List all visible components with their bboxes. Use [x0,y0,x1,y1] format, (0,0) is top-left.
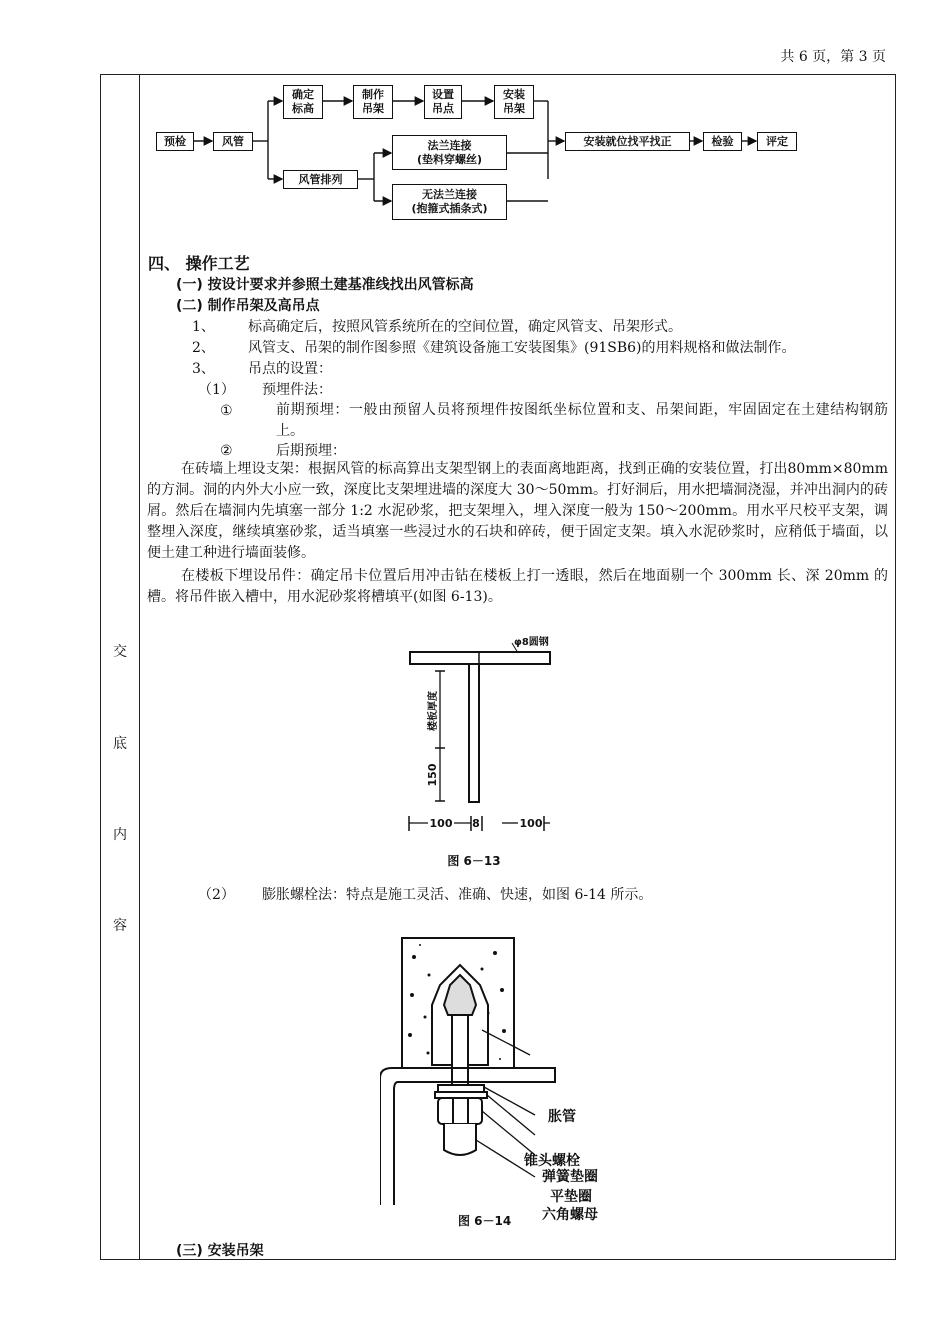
label-spring-washer: 弹簧垫圈 [542,1169,598,1185]
subsection-heading-2: (二) 制作吊架及高吊点 [176,298,320,314]
figure-6-14-drawing [380,935,620,1235]
flow-step-precheck: 预检 [156,132,194,151]
label-flat-washer: 平垫圈 [550,1189,592,1205]
item-number: 2、 [192,340,215,356]
leader-line [487,1095,535,1135]
item-text: 标高确定后，按照风管系统所在的空间位置，确定风管支、吊架形式。 [248,319,682,335]
method-number: （2） [198,887,235,903]
content-cell [140,75,895,1259]
side-label-column [101,75,140,1259]
item-number: 3、 [192,361,215,377]
method-number: （1） [198,382,235,398]
item-number: 1、 [192,319,215,335]
side-label-char: 内 [113,827,127,843]
subsection-heading-3: (三) 安装吊架 [176,1243,264,1259]
label-hex-nut: 六角螺母 [542,1207,598,1223]
dim-100-right: 100 [519,817,543,830]
leader-line [484,1087,535,1115]
rod-horizontal [410,652,550,664]
flow-step-flange-connection: 法兰连接 (垫料穿螺丝) [392,135,507,170]
paragraph-floor-hanger: 在楼板下埋设吊件：确定吊卡位置后用冲击钻在楼板上打一透眼，然后在地面剔一个 300mm 长、深 20mm 的槽。将吊件嵌入槽中，用水泥砂浆将槽填平(如图 6-13)。 [147,568,888,605]
flow-step-inspect: 检验 [703,132,742,151]
flow-step-duct-arrangement: 风管排列 [283,170,358,189]
flow-step-set-hang-point: 设置 吊点 [424,85,462,119]
flow-step-flangeless-connection: 无法兰连接 (抱箍式插条式) [392,184,507,220]
thickness-label: 楼板厚度 [428,691,439,731]
paragraph-wall-bracket: 在砖墙上埋设支架：根据风管的标高算出支架型钢上的表面离地距离，找到正确的安装位置，打出80mm×80mm 的方洞。洞的内外大小应一致，深度比支架埋进墙的深度大 30～50mm。打好洞后，用水把墙洞浇湿，并冲出洞内的砖屑。然后在墙洞内先填塞一部分 1:2 水泥砂浆，把支架埋入，埋入深度一般为 150～200mm。用水平尺校平支架，调整埋入深度，继续填塞砂浆，适当填塞一些浸过水的石块和碎砖，便于固定支架。填入水泥砂浆时，应稍低于墙面，以便土建工种进行墙面装修。 [147,461,888,561]
rod-vertical [469,664,479,802]
figure-6-13-drawing [390,631,610,871]
side-label-char: 底 [113,736,127,752]
side-label-char: 交 [113,644,127,660]
label-expansion-tube: 胀管 [548,1109,576,1125]
method-title: 膨胀螺栓法：特点是施工灵活、准确、快速，如图 6-14 所示。 [262,887,653,903]
spring-washer [438,1085,484,1092]
flow-step-install-level: 安装就位找平找正 [565,132,690,151]
dim-8: 8 [472,817,480,830]
item-text: 风管支、吊架的制作图参照《建筑设备施工安装图集》(91SB6)的用料规格和做法制作。 [248,340,796,356]
flow-step-determine-elevation: 确定 标高 [283,85,323,119]
step-text: 后期预埋： [276,443,346,459]
method-title: 预埋件法： [262,382,332,398]
step-number: ② [220,443,233,459]
step-number: ① [220,403,233,419]
flow-step-duct: 风管 [213,132,253,151]
page-number: 共 6 页，第 3 页 [780,49,886,65]
figure-6-14-caption: 图 6－14 [458,1214,512,1228]
section-heading: 四、 操作工艺 [148,254,250,273]
rod-label: φ8圆钢 [514,637,549,648]
hex-nut [438,1098,482,1124]
flow-step-install-hanger: 安装 吊架 [494,85,534,119]
document-table [100,74,896,1260]
flow-step-make-hanger: 制作 吊架 [353,85,393,119]
label-cone-bolt: 锥头螺栓 [524,1153,580,1169]
dim-150: 150 [426,763,439,787]
step-text: 前期预埋：一般由预留人员将预埋件按图纸坐标位置和支、吊架间距，牢固固定在土建结构钢筋上。 [276,402,888,439]
figure-6-13-caption: 图 6－13 [447,854,501,868]
process-flowchart [140,75,897,235]
item-text: 吊点的设置： [248,361,332,377]
dim-100-left: 100 [429,817,453,830]
flow-step-evaluate: 评定 [757,132,797,151]
subsection-heading-1: (一) 按设计要求并参照土建基准线找出风管标高 [176,277,474,293]
side-label-char: 容 [113,918,127,934]
